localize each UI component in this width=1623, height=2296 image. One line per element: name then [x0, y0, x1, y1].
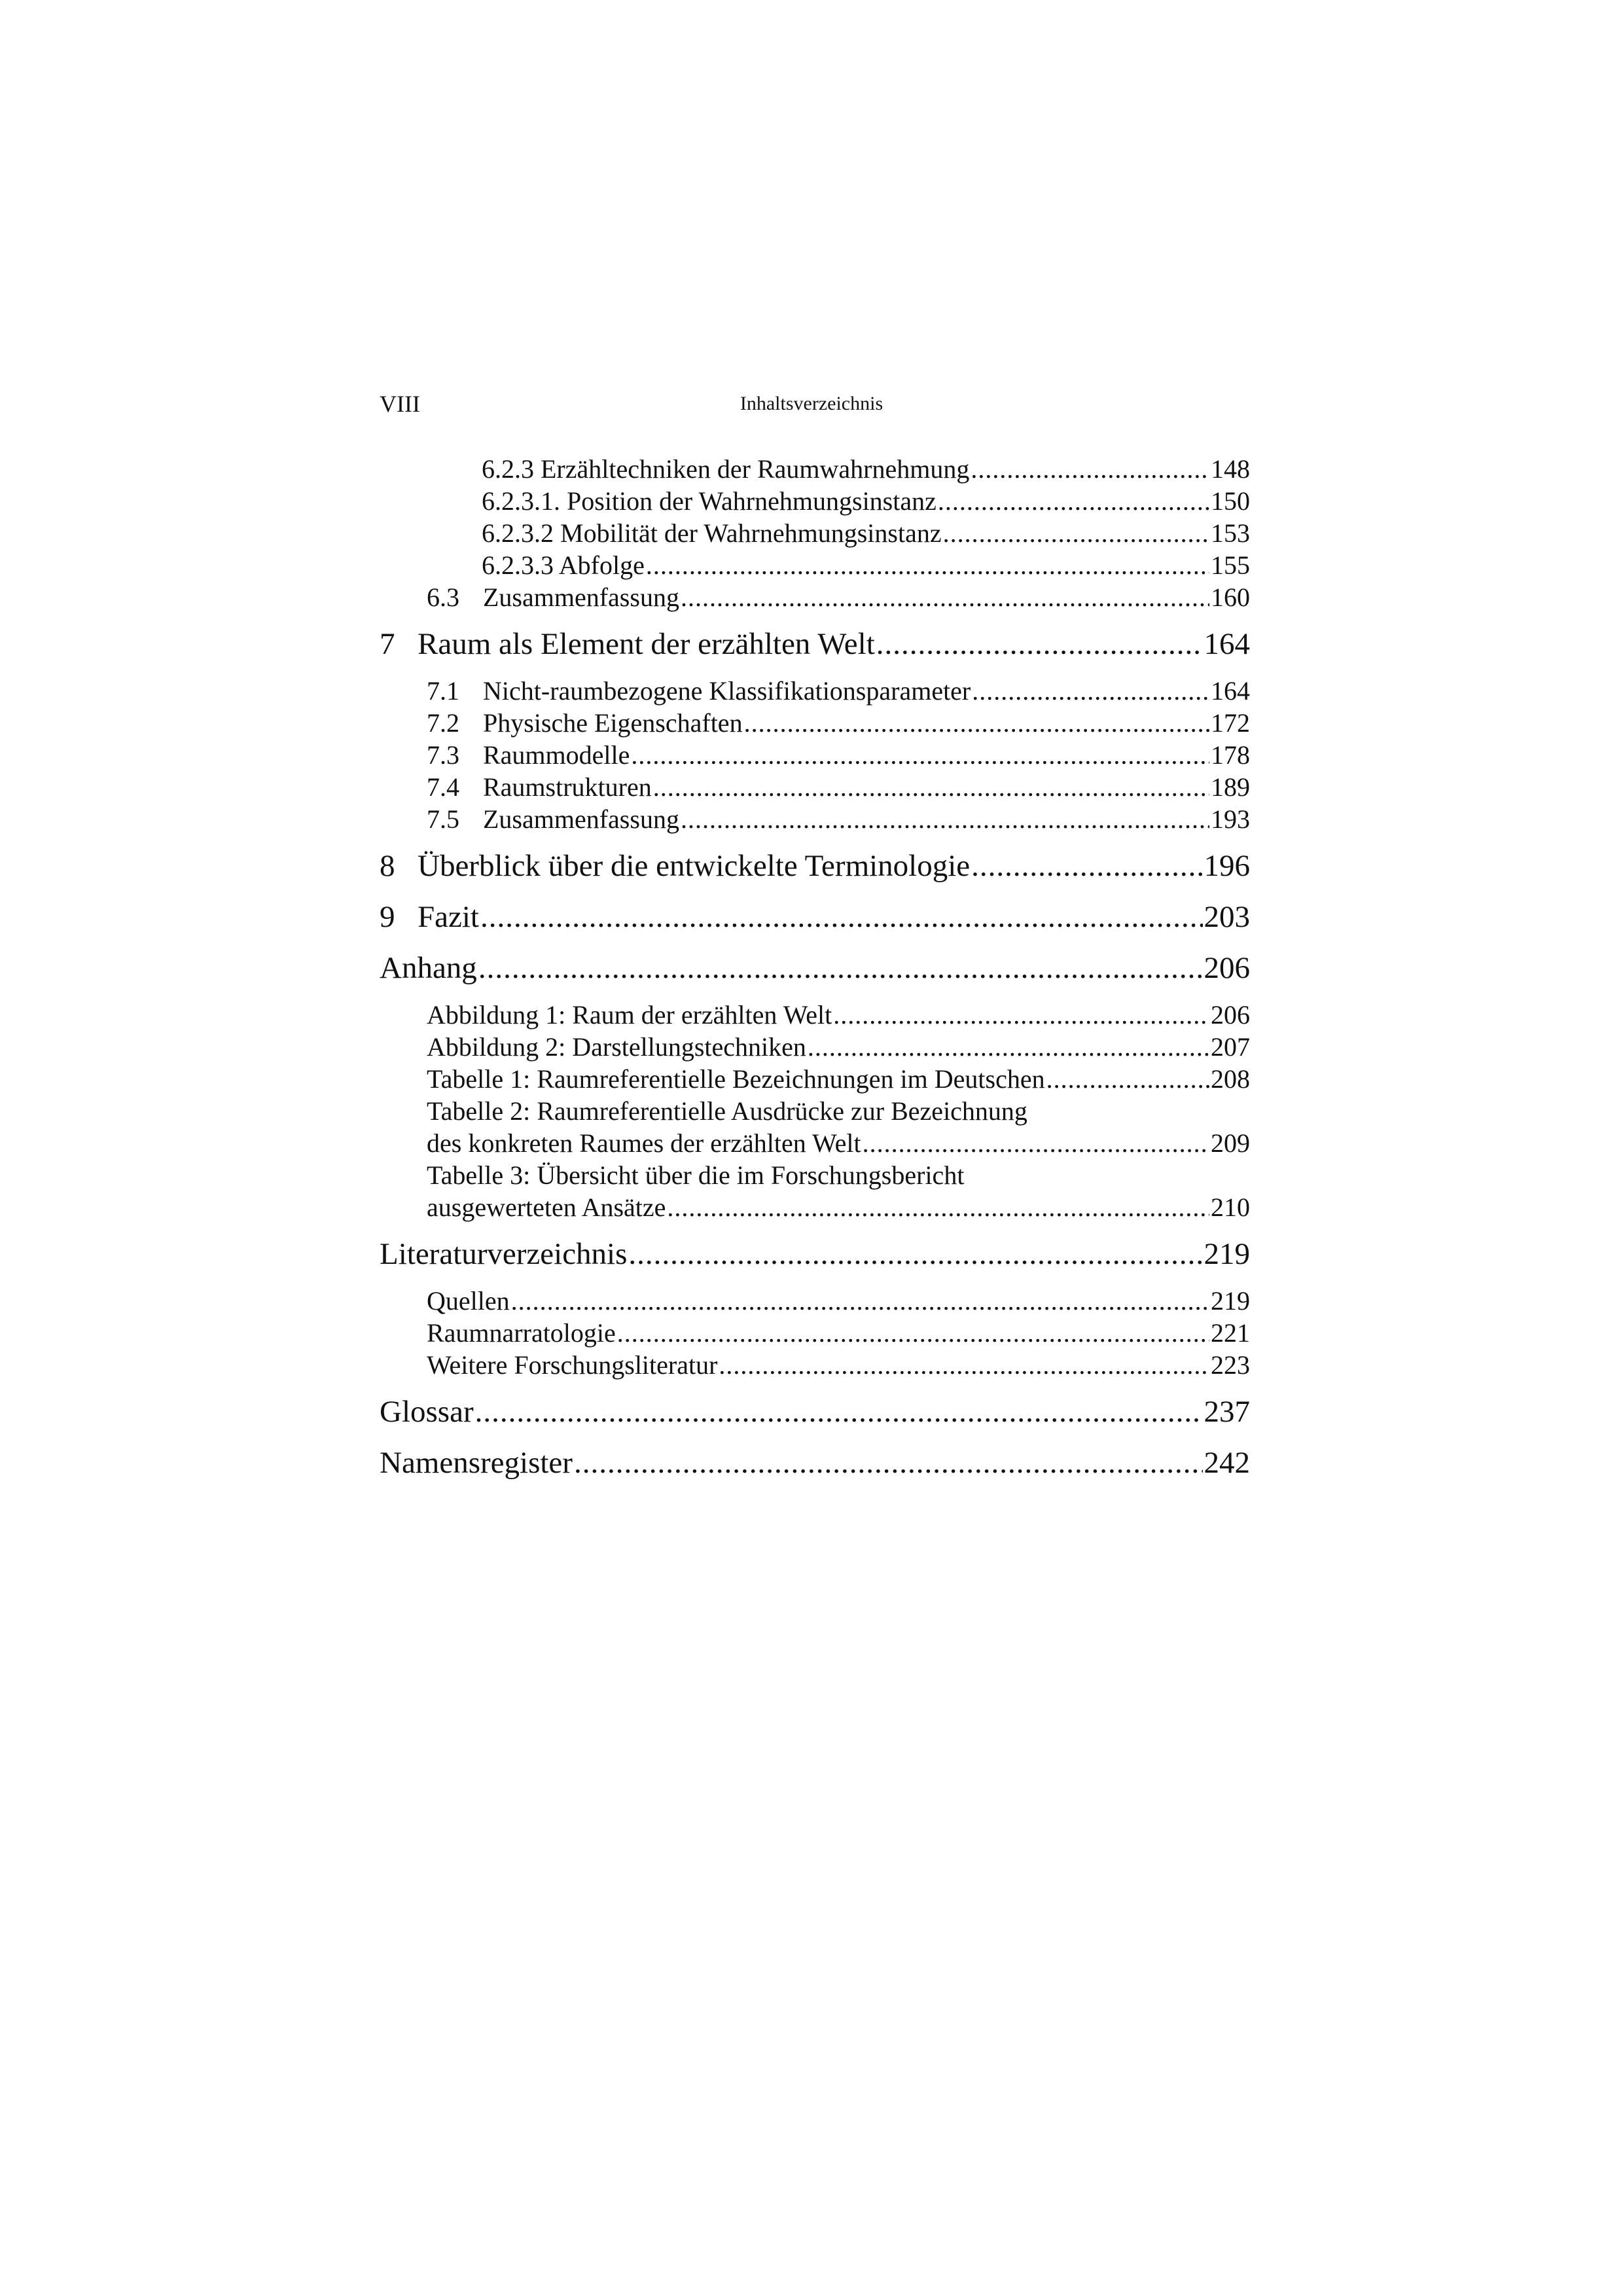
toc-dot-leader [938, 485, 1209, 511]
toc-entry [380, 581, 1250, 613]
toc-entry-title: Raumstrukturen [483, 772, 652, 802]
toc-entry [380, 771, 1250, 803]
toc-entry-page: 153 [1211, 518, 1250, 548]
toc-entry-title: Weitere Forschungsliteratur [427, 1350, 718, 1380]
toc-entry-page: 219 [1211, 1286, 1250, 1316]
toc-entry [380, 1159, 1250, 1191]
toc-entry-number: 7.4 [427, 772, 459, 802]
toc-entry-title: Glossar [380, 1395, 474, 1429]
toc-entry [380, 803, 1250, 835]
toc-entry-title: Überblick über die entwickelte Terminologie [418, 849, 971, 883]
toc-entry-page: 207 [1211, 1032, 1250, 1062]
toc-entry-page: 196 [1204, 849, 1250, 883]
toc-entry-page: 160 [1211, 583, 1250, 612]
toc-dot-leader [876, 624, 1203, 655]
toc-entry-number: 7.5 [427, 804, 459, 834]
toc-entry [380, 739, 1250, 771]
toc-entry-title: des konkreten Raumes der erzählten Welt [427, 1128, 861, 1158]
toc-dot-leader [744, 707, 1209, 733]
toc-entry [380, 1443, 1250, 1483]
toc-dot-leader [719, 1349, 1209, 1375]
toc-entry [380, 1285, 1250, 1317]
toc-entry-title: Raum als Element der erzählten Welt [418, 627, 875, 661]
toc-entry-number: 9 [380, 900, 395, 934]
toc-entry [380, 1349, 1250, 1381]
toc-entry-title: 6.2.3.2 Mobilität der Wahrnehmungsinstanz [482, 518, 942, 548]
toc-entry-title: 6.2.3.1. Position der Wahrnehmungsinstanz [482, 486, 936, 516]
toc-dot-leader [863, 1127, 1209, 1153]
toc-entry-number: 7.3 [427, 740, 459, 770]
toc-dot-leader [646, 549, 1209, 575]
toc-entry-page: 206 [1211, 1000, 1250, 1030]
toc-entry-page: 148 [1211, 454, 1250, 484]
toc-entry [380, 1317, 1250, 1349]
toc-entry-number: 7.1 [427, 676, 459, 706]
toc-entry-title: Anhang [380, 951, 477, 985]
toc-entry [380, 1031, 1250, 1063]
toc-entry-page: 209 [1211, 1128, 1250, 1158]
toc-entry [380, 999, 1250, 1031]
toc-entry-title: Fazit [418, 900, 479, 934]
toc-entry-title: Nicht-raumbezogene Klassifikationsparameter [483, 676, 971, 706]
toc-dot-leader [833, 999, 1209, 1025]
toc-entry-page: 189 [1211, 772, 1250, 802]
toc-entry [380, 1391, 1250, 1432]
toc-entry [380, 948, 1250, 988]
table-of-contents [380, 453, 1250, 1483]
toc-entry-title: Namensregister [380, 1446, 573, 1480]
toc-dot-leader [631, 739, 1209, 765]
toc-entry-page: 208 [1211, 1064, 1250, 1094]
toc-entry [380, 897, 1250, 937]
toc-entry-page: 164 [1211, 676, 1250, 706]
toc-entry-page: 172 [1211, 708, 1250, 738]
toc-entry-title: Tabelle 2: Raumreferentielle Ausdrücke zur Bezeichnung [427, 1096, 1027, 1126]
toc-dot-leader [667, 1191, 1209, 1217]
toc-entry-title: Physische Eigenschaften [483, 708, 743, 738]
toc-entry-page: 223 [1211, 1350, 1250, 1380]
toc-entry-title: Raumnarratologie [427, 1318, 616, 1348]
toc-entry [380, 485, 1250, 517]
toc-dot-leader [475, 1391, 1203, 1422]
toc-entry [380, 1063, 1250, 1095]
toc-dot-leader [653, 771, 1209, 797]
toc-entry-title: Abbildung 2: Darstellungstechniken [427, 1032, 806, 1062]
toc-entry [380, 1095, 1250, 1127]
toc-entry [380, 1191, 1250, 1223]
toc-entry-title: Zusammenfassung [483, 804, 679, 834]
toc-entry [380, 846, 1250, 886]
toc-dot-leader [628, 1234, 1202, 1265]
toc-entry-page: 150 [1211, 486, 1250, 516]
toc-entry-page: 206 [1204, 951, 1250, 985]
toc-entry-page: 193 [1211, 804, 1250, 834]
toc-entry-page: 178 [1211, 740, 1250, 770]
toc-entry [380, 707, 1250, 739]
toc-dot-leader [808, 1031, 1209, 1057]
toc-entry-title: 6.2.3.3 Abfolge [482, 550, 645, 580]
toc-entry-page: 221 [1211, 1318, 1250, 1348]
toc-dot-leader [480, 897, 1203, 927]
toc-entry-page: 237 [1204, 1395, 1250, 1429]
toc-entry-number: 8 [380, 849, 395, 883]
toc-dot-leader [617, 1317, 1209, 1343]
toc-entry-title: 6.2.3 Erzähltechniken der Raumwahrnehmung [482, 454, 970, 484]
toc-entry [380, 453, 1250, 485]
toc-entry-title: Literaturverzeichnis [380, 1237, 628, 1271]
toc-entry-title: Quellen [427, 1286, 510, 1316]
toc-entry-page: 242 [1204, 1446, 1250, 1480]
toc-entry [380, 1127, 1250, 1159]
toc-entry-page: 219 [1204, 1237, 1250, 1271]
running-title: Inhaltsverzeichnis [740, 393, 883, 414]
toc-dot-leader [972, 675, 1209, 701]
toc-entry-number: 7.2 [427, 708, 459, 738]
toc-dot-leader [943, 517, 1209, 543]
toc-entry [380, 675, 1250, 707]
toc-entry-number: 7 [380, 627, 395, 661]
toc-dot-leader [681, 803, 1209, 829]
toc-entry-page: 203 [1204, 900, 1250, 934]
toc-entry [380, 624, 1250, 664]
toc-dot-leader [511, 1285, 1209, 1311]
toc-entry-title: Abbildung 1: Raum der erzählten Welt [427, 1000, 832, 1030]
toc-dot-leader [971, 453, 1209, 479]
toc-entry-page: 155 [1211, 550, 1250, 580]
toc-entry-page: 164 [1204, 627, 1250, 661]
toc-dot-leader [574, 1443, 1203, 1473]
toc-entry [380, 549, 1250, 581]
toc-entry [380, 517, 1250, 549]
toc-entry-number: 6.3 [427, 583, 459, 612]
toc-entry-title: Raummodelle [483, 740, 630, 770]
page-number: VIII [380, 391, 420, 417]
toc-dot-leader [681, 581, 1209, 607]
running-header [380, 387, 1243, 420]
toc-dot-leader [478, 948, 1203, 978]
toc-entry-title: ausgewerteten Ansätze [427, 1193, 666, 1222]
toc-entry-page: 210 [1211, 1193, 1250, 1222]
toc-entry-title: Zusammenfassung [483, 583, 679, 612]
toc-entry-title: Tabelle 1: Raumreferentielle Bezeichnungen im Deutschen [427, 1064, 1045, 1094]
toc-entry-title: Tabelle 3: Übersicht über die im Forschungsbericht [427, 1160, 965, 1190]
toc-dot-leader [971, 846, 1202, 876]
toc-entry [380, 1234, 1250, 1274]
toc-dot-leader [1046, 1063, 1209, 1089]
